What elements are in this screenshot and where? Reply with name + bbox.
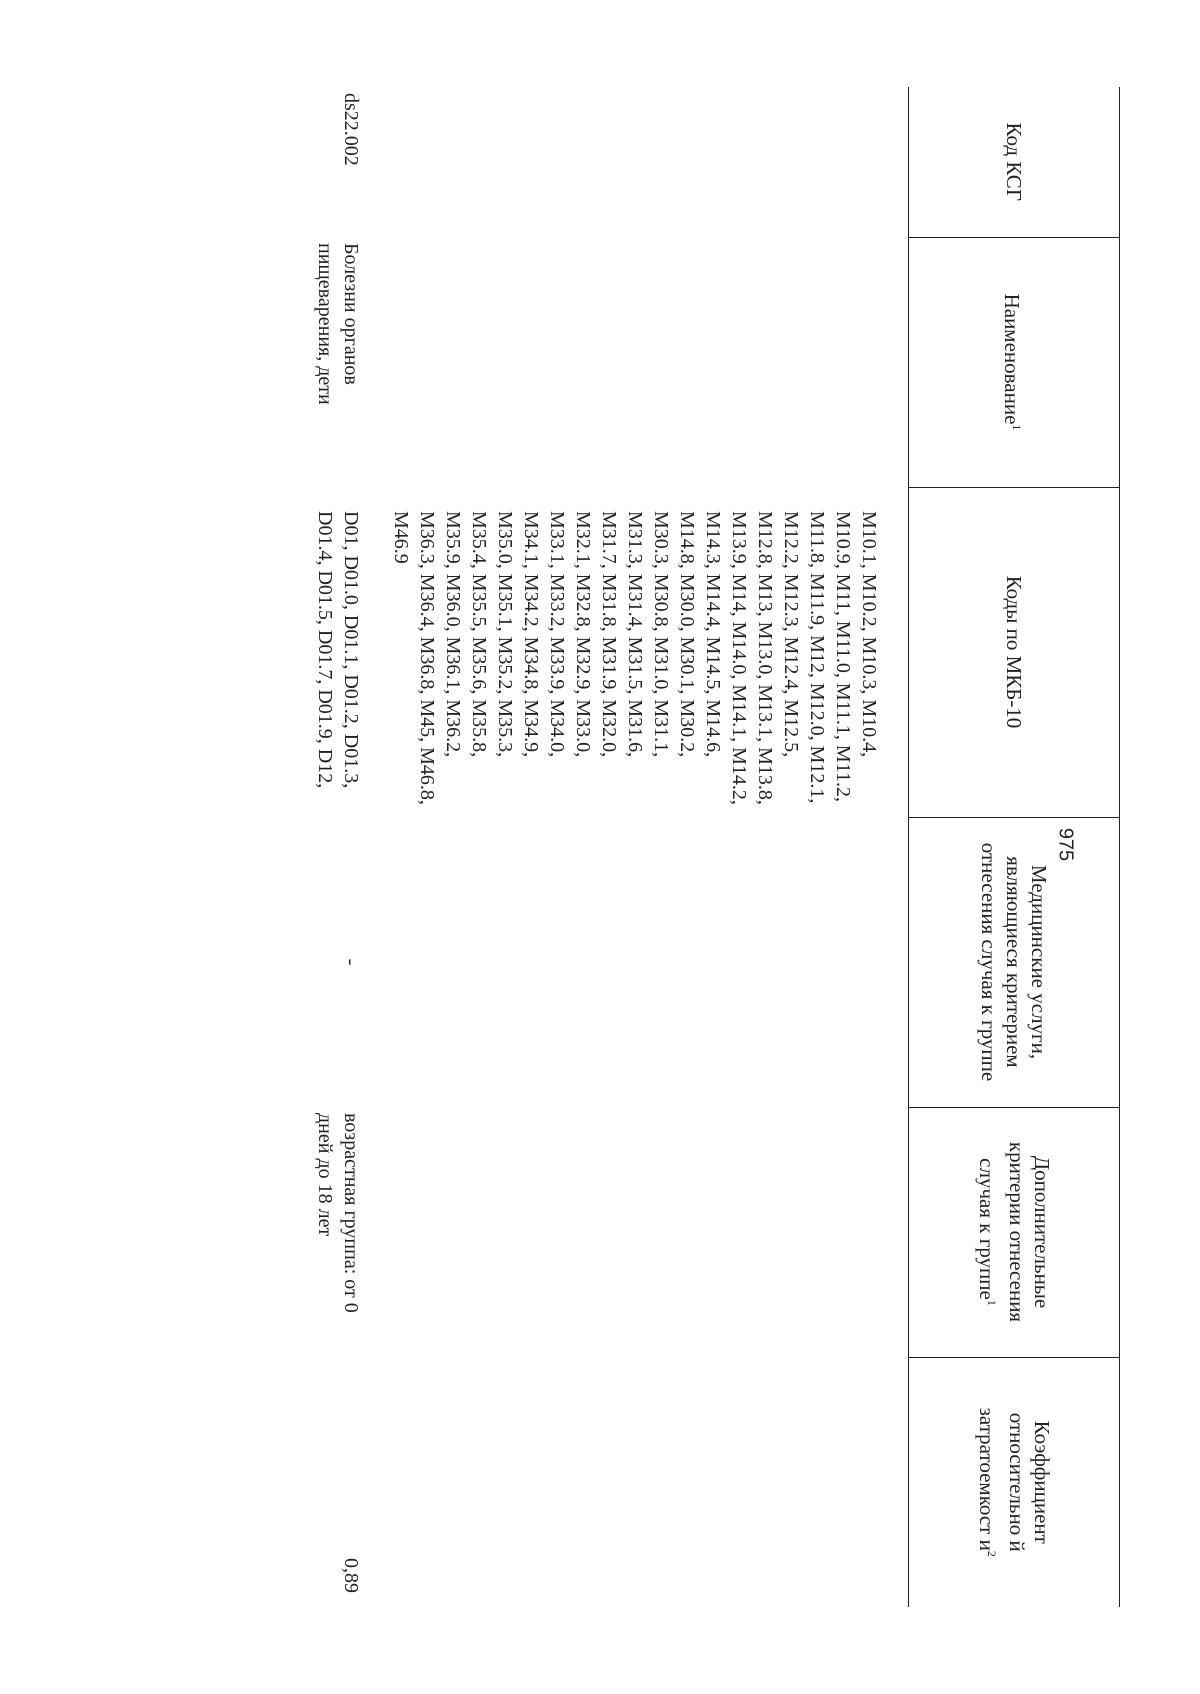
- header-name: Наименование$^1$: [909, 237, 1120, 487]
- header-coefficient: Коэффициент относительно й затратоемкост $и^2$: [909, 1357, 1120, 1607]
- cell-name: [388, 237, 909, 487]
- cell-criteria: [388, 1107, 909, 1357]
- cell-criteria: возрастная группа: от 0 дней до 18 лет: [314, 1113, 362, 1313]
- cell-coefficient: [388, 1357, 909, 1607]
- header-services: Медицинские услуги, являющиеся критерием отнесения случая к группе: [909, 817, 1120, 1107]
- header-criteria: Дополнительные критерии отнесения случая к группе$^1$: [909, 1107, 1120, 1357]
- rotated-page-content: [80, 87, 1120, 1607]
- cell-code: [388, 87, 909, 237]
- cell-services: -: [340, 958, 362, 966]
- cell-name: Болезни органов пищеварения, дети: [314, 243, 362, 405]
- cell-mkb-codes: D01, D01.0, D01.1, D01.2, D01.3, D01.4, D01.5, D01.7, D01.9, D12,: [314, 511, 362, 789]
- cell-code: ds22.002: [340, 93, 362, 166]
- ksg-table: [312, 87, 1120, 1607]
- cell-services: [388, 817, 909, 1107]
- header-code: Код КСГ: [909, 87, 1120, 237]
- header-mkb: Коды по МКБ-10: [909, 487, 1120, 817]
- table-header-row: [909, 87, 1120, 1607]
- page-number-text: 975: [1054, 827, 1077, 862]
- table-row: [312, 87, 388, 1607]
- cell-coefficient: 0,89: [340, 1558, 362, 1593]
- table-row-continuation: [388, 87, 909, 1607]
- cell-mkb-codes: M10.1, M10.2, M10.3, M10.4, M10.9, M11, M11.0, M11.1, M11.2, M11.8, M11.9, M12, M12.0, M12.1, M12.2, M12.3, M12.4, M12.5, M12.8, M13, M13.0, M13.1, M13.8, M13.9, M14, M14.0, M14.1, M14.2, M14.3, M14.4, M14.5, M14.6, M14.8, M30.0, M30.1, M30.2, M30.3, M30.8, M31.0, M31.1, M31.3, M31.4, M31.5, M31.6, M31.7, M31.8, M31.9, M32.0, M32.1, M32.8, M32.9, M33.0, M33.1, M33.2, M33.9, M34.0, M34.1, M34.2, M34.8, M34.9, M35.0, M35.1, M35.2, M35.3, M35.4, M35.5, M35.6, M35.8, M35.9, M36.0, M36.1, M36.2, M36.3, M36.4, M36.8, M45, M46.8, M46.9: [390, 511, 880, 805]
